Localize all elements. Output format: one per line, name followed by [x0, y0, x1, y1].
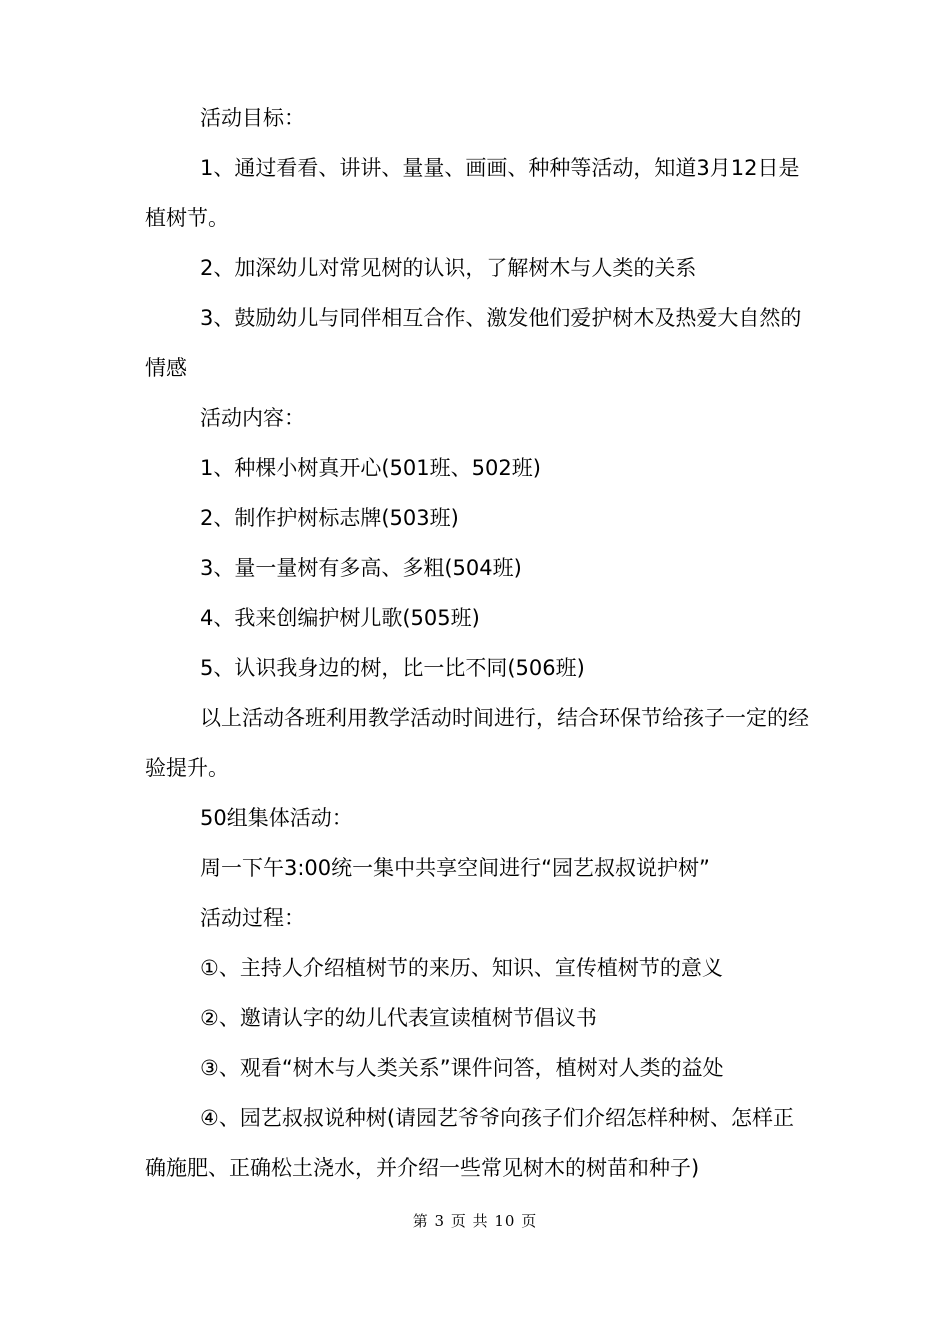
heading-activity-process: 活动过程： — [200, 906, 305, 930]
heading-activity-content: 活动内容： — [200, 406, 305, 430]
group-activity-schedule: 周一下午3:00统一集中共享空间进行“园艺叔叔说护树” — [200, 856, 710, 880]
goal-item-2: 2、加深幼儿对常见树的认识，了解树木与人类的关系 — [200, 256, 697, 280]
process-step-3: ③、观看“树木与人类关系”课件问答，植树对人类的益处 — [200, 1056, 724, 1080]
process-step-2: ②、邀请认字的幼儿代表宣读植树节倡议书 — [200, 1006, 597, 1030]
goal-item-3: 3、鼓励幼儿与同伴相互合作、激发他们爱护树木及热爱大自然的情感 — [145, 306, 802, 380]
page-footer: 第 3 页 共 10 页 — [412, 1212, 538, 1230]
content-item-3: 3、量一量树有多高、多粗(504班) — [200, 556, 522, 580]
document-body — [145, 93, 813, 1193]
content-item-2: 2、制作护树标志牌(503班) — [200, 506, 459, 530]
process-step-4: ④、园艺叔叔说种树(请园艺爷爷向孩子们介绍怎样种树、怎样正确施肥、正确松土浇水，并介绍一些常见树木的树苗和种子) — [145, 1106, 795, 1180]
goal-item-1: 1、通过看看、讲讲、量量、画画、种种等活动，知道3月12日是植树节。 — [145, 156, 800, 230]
heading-group-activity: 50组集体活动： — [200, 806, 353, 830]
content-item-1: 1、种棵小树真开心(501班、502班) — [200, 456, 541, 480]
heading-activity-goals: 活动目标： — [200, 106, 305, 130]
content-item-5: 5、认识我身边的树，比一比不同(506班) — [200, 656, 585, 680]
content-item-4: 4、我来创编护树儿歌(505班) — [200, 606, 480, 630]
content-summary: 以上活动各班利用教学活动时间进行，结合环保节给孩子一定的经验提升。 — [145, 706, 809, 780]
process-step-1: ①、主持人介绍植树节的来历、知识、宣传植树节的意义 — [200, 956, 723, 980]
